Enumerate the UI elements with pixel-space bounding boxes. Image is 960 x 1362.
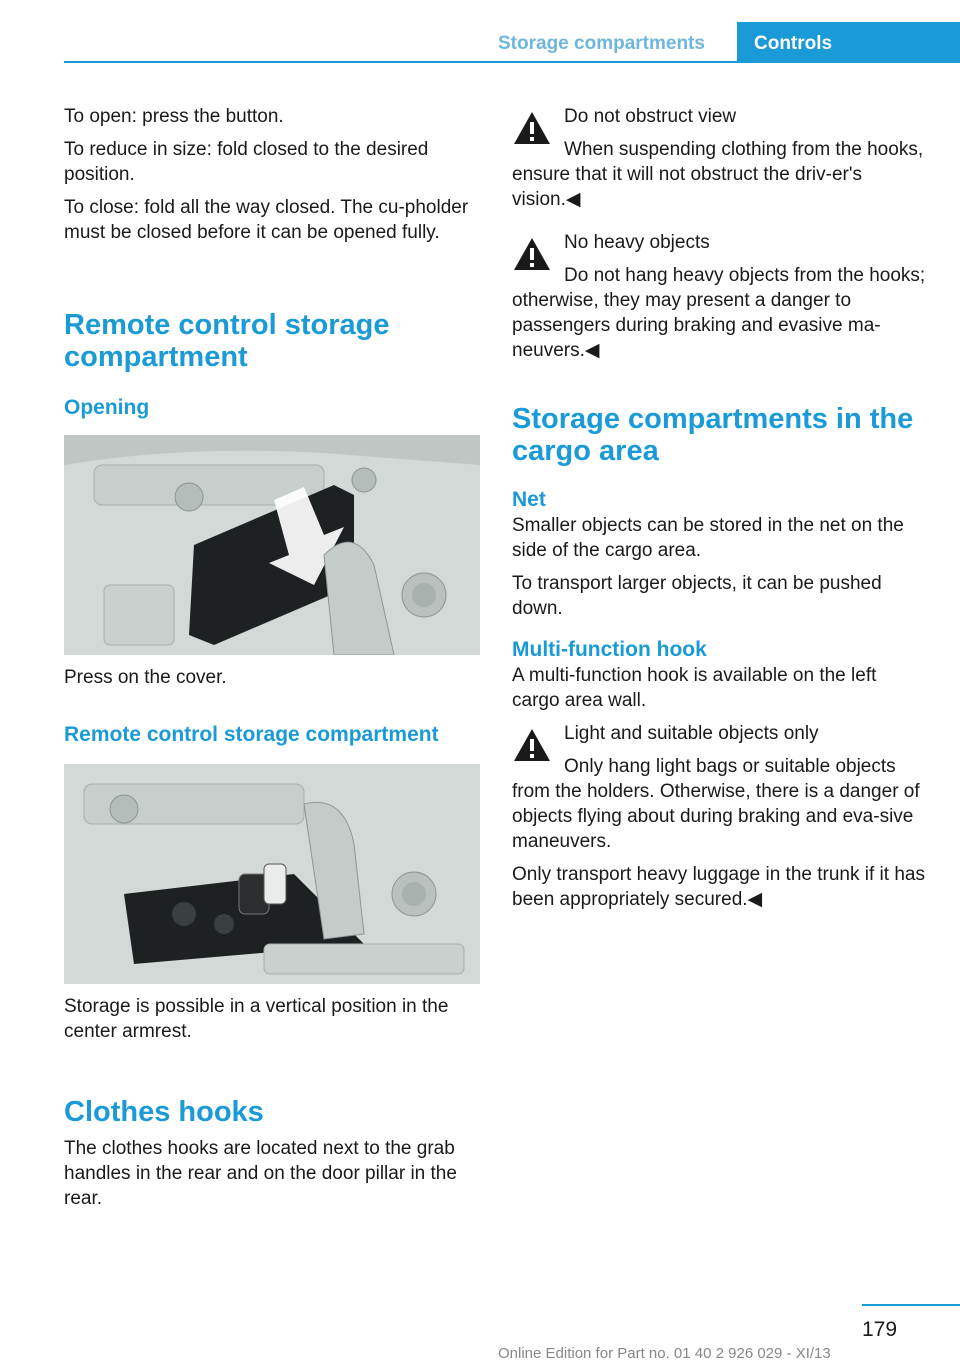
caption-storage-vertical: Storage is possible in a vertical position in the center armrest. — [64, 996, 449, 1042]
warning-title: Light and suitable objects only — [564, 723, 819, 744]
warning-text: When suspending clothing from the hooks, ensure that it will not obstruct the driv-er's vision.◀ — [512, 139, 924, 210]
heading-cargo-storage: Storage compartments in the cargo area — [512, 403, 914, 467]
paragraph-net-1: Smaller objects can be stored in the net on the side of the cargo area. — [512, 515, 904, 561]
warning-heavy-objects — [512, 230, 928, 363]
warning-triangle-icon — [512, 236, 552, 272]
warning-light-objects — [512, 721, 928, 912]
warning-title: No heavy objects — [564, 232, 710, 253]
figure-opening — [64, 435, 480, 655]
edition-note: Online Edition for Part no. 01 40 2 926 029 - XI/13 — [498, 1345, 831, 1362]
paragraph-close: To close: fold all the way closed. The cu-pholder must be closed before it can be opened fully. — [64, 197, 469, 243]
figure-remote-compartment — [64, 764, 480, 984]
console-cover-illustration — [64, 435, 480, 655]
left-column — [64, 104, 480, 1219]
heading-net: Net — [512, 488, 546, 511]
paragraph-hooks: The clothes hooks are located next to the grab handles in the rear and on the door pillar in the rear. — [64, 1138, 457, 1209]
page-number: 179 — [862, 1318, 898, 1341]
right-column — [512, 104, 928, 920]
chapter-tab: Controls — [737, 22, 960, 63]
heading-remote-storage: Remote control storage compartment — [64, 309, 390, 373]
warning-text: Only hang light bags or suitable objects from the holders. Otherwise, there is a danger of objects flying about during braking and eva-sive maneuvers. — [512, 756, 920, 852]
paragraph-hook: A multi-function hook is available on the left cargo area wall. — [512, 665, 877, 711]
paragraph-net-2: To transport larger objects, it can be pushed down. — [512, 573, 882, 619]
warning-text-2: Only transport heavy luggage in the trunk if it has been appropriately secured.◀ — [512, 864, 925, 910]
remote-compartment-illustration — [64, 764, 480, 984]
heading-remote-compartment: Remote control storage compartment — [64, 723, 439, 746]
warning-obstruct-view — [512, 104, 928, 212]
caption-press-cover: Press on the cover. — [64, 667, 227, 688]
heading-opening: Opening — [64, 396, 150, 419]
paragraph-reduce: To reduce in size: fold closed to the desired position. — [64, 139, 429, 185]
heading-multifunction-hook: Multi-function hook — [512, 638, 707, 661]
page-header — [0, 0, 960, 62]
warning-triangle-icon — [512, 110, 552, 146]
warning-triangle-icon — [512, 727, 552, 763]
section-title: Storage compartments — [498, 33, 705, 54]
footer-rule — [862, 1304, 960, 1306]
paragraph-open: To open: press the button. — [64, 106, 284, 127]
heading-clothes-hooks: Clothes hooks — [64, 1096, 264, 1128]
header-rule — [64, 61, 960, 63]
warning-text: Do not hang heavy objects from the hooks; otherwise, they may present a danger to passengers during braking and evasive ma-neuvers.◀ — [512, 265, 926, 361]
warning-title: Do not obstruct view — [564, 106, 737, 127]
